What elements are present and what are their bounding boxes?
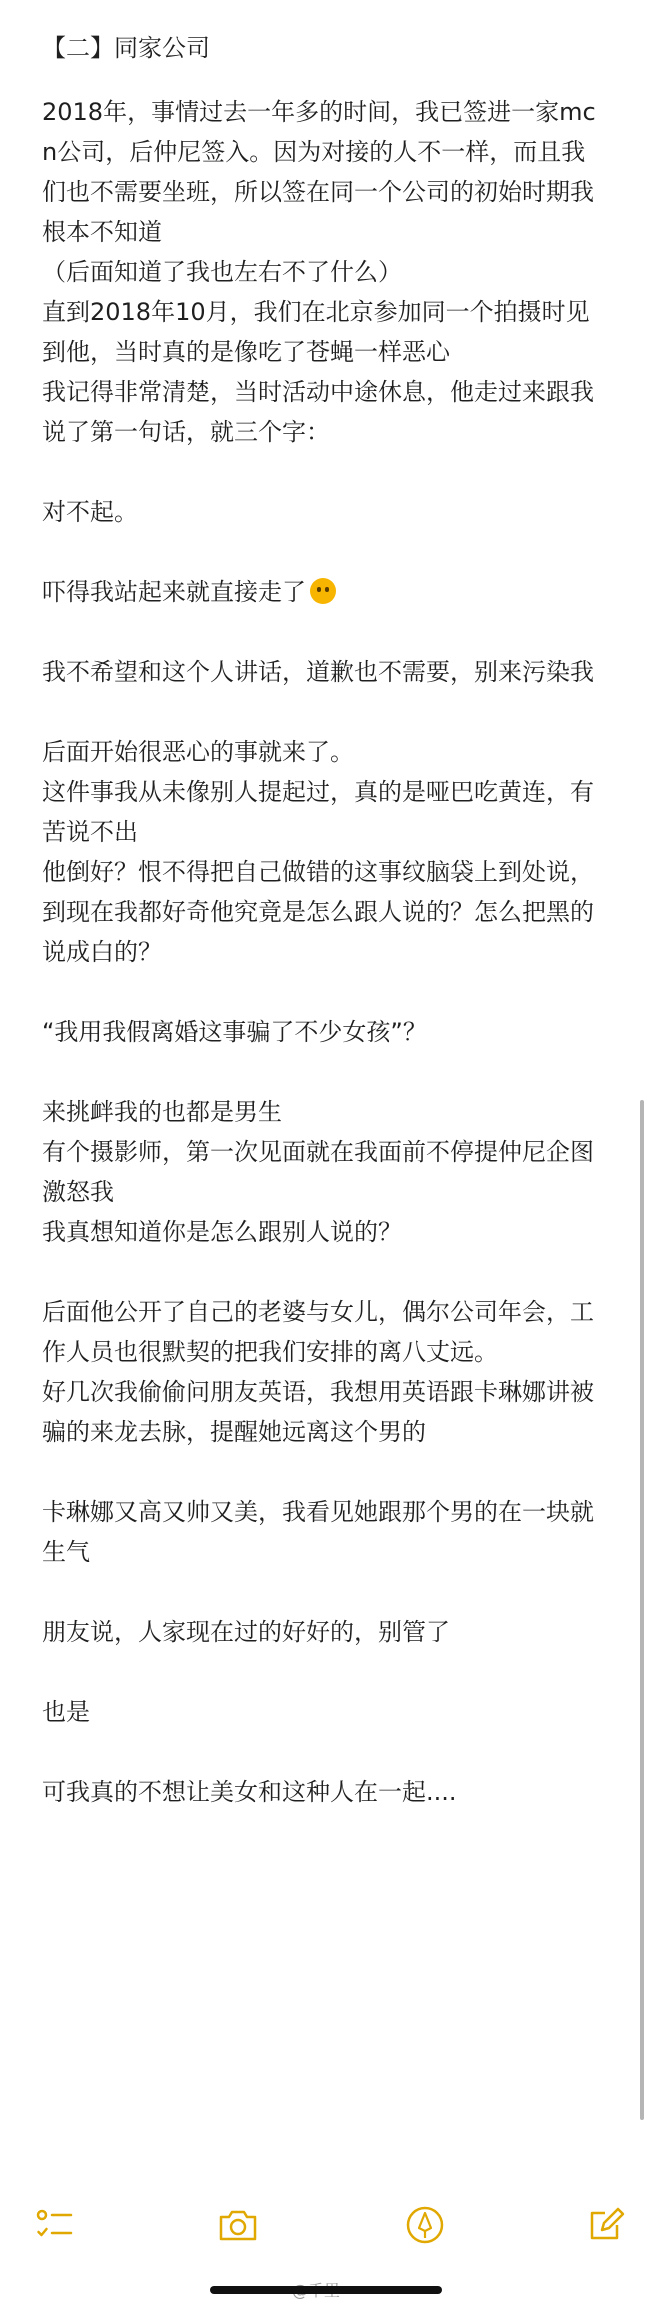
paragraph-text: 吓得我站起来就直接走了 bbox=[42, 578, 306, 606]
paragraph: 来挑衅我的也都是男生 bbox=[42, 1098, 282, 1126]
paragraph: 好几次我偷偷问朋友英语，我想用英语跟卡琳娜讲被骗的来龙去脉，提醒她远离这个男的 bbox=[42, 1378, 594, 1446]
bottom-toolbar bbox=[0, 2190, 650, 2260]
blank-line bbox=[42, 1052, 608, 1092]
upside-down-face-emoji-icon bbox=[310, 578, 336, 604]
note-title: 【二】同家公司 bbox=[42, 34, 210, 62]
home-indicator[interactable] bbox=[210, 2286, 442, 2294]
blank-line bbox=[42, 1572, 608, 1612]
note-body[interactable] bbox=[42, 28, 608, 1812]
scrollbar[interactable] bbox=[640, 1100, 644, 2120]
paragraph: 2018年，事情过去一年多的时间，我已签进一家mcn公司，后仲尼签入。因为对接的人不一样，而且我们也不需要坐班，所以签在同一个公司的初始时期我根本不知道 bbox=[42, 98, 596, 246]
paragraph: 他倒好？恨不得把自己做错的这事纹脑袋上到处说，到现在我都好奇他究竟是怎么跟人说的？怎么把黑的说成白的？ bbox=[42, 858, 594, 966]
blank-line bbox=[42, 1652, 608, 1692]
paragraph: 后面开始很恶心的事就来了。 bbox=[42, 738, 354, 766]
paragraph: 后面他公开了自己的老婆与女儿，偶尔公司年会，工作人员也很默契的把我们安排的离八丈远。 bbox=[42, 1298, 594, 1366]
paragraph: 我不希望和这个人讲话，道歉也不需要，别来污染我 bbox=[42, 658, 594, 686]
blank-line bbox=[42, 1452, 608, 1492]
paragraph: 我记得非常清楚，当时活动中途休息，他走过来跟我说了第一句话，就三个字： bbox=[42, 378, 594, 446]
markup-pen-icon[interactable] bbox=[402, 2202, 448, 2248]
paragraph: 我真想知道你是怎么跟别人说的？ bbox=[42, 1218, 402, 1246]
paragraph: 对不起。 bbox=[42, 498, 138, 526]
paragraph: 直到2018年10月，我们在北京参加同一个拍摄时见到他，当时真的是像吃了苍蝇一样恶心 bbox=[42, 298, 590, 366]
paragraph: 可我真的不想让美女和这种人在一起.... bbox=[42, 1778, 457, 1806]
paragraph: （后面知道了我也左右不了什么） bbox=[42, 258, 402, 286]
paragraph-with-emoji bbox=[42, 572, 608, 612]
blank-line bbox=[42, 452, 608, 492]
paragraph: 这件事我从未像别人提起过，真的是哑巴吃黄连，有苦说不出 bbox=[42, 778, 594, 846]
paragraph: 有个摄影师，第一次见面就在我面前不停提仲尼企图激怒我 bbox=[42, 1138, 594, 1206]
paragraph: 朋友说，人家现在过的好好的，别管了 bbox=[42, 1618, 450, 1646]
paragraph: 也是 bbox=[42, 1698, 90, 1726]
compose-icon[interactable] bbox=[584, 2202, 630, 2248]
blank-line bbox=[42, 532, 608, 572]
checklist-icon[interactable] bbox=[32, 2202, 78, 2248]
blank-line bbox=[42, 1732, 608, 1772]
paragraph: “我用我假离婚这事骗了不少女孩”？ bbox=[42, 1018, 427, 1046]
blank-line bbox=[42, 612, 608, 652]
camera-icon[interactable] bbox=[215, 2202, 261, 2248]
blank-line bbox=[42, 972, 608, 1012]
blank-line bbox=[42, 1252, 608, 1292]
paragraph: 卡琳娜又高又帅又美，我看见她跟那个男的在一块就生气 bbox=[42, 1498, 594, 1566]
blank-line bbox=[42, 692, 608, 732]
